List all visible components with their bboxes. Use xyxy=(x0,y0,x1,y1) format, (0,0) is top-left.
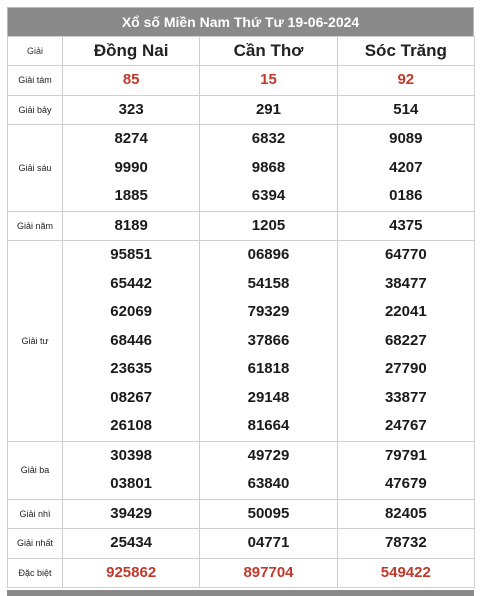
prize-label: Đặc biệt xyxy=(8,558,63,588)
prize-label: Giải sáu xyxy=(8,125,63,212)
result-number: 04771 xyxy=(247,534,290,551)
table-row xyxy=(8,241,475,442)
result-cell xyxy=(200,499,337,529)
result-cell xyxy=(63,66,200,96)
result-cell xyxy=(337,66,474,96)
result-number: 68227 xyxy=(384,331,427,349)
result-cell xyxy=(337,241,474,442)
table-row xyxy=(8,529,475,559)
result-cell xyxy=(337,211,474,241)
result-number: 15 xyxy=(260,71,277,88)
result-cell xyxy=(200,125,337,212)
result-cell xyxy=(200,558,337,588)
result-number: 9089 xyxy=(389,130,423,147)
table-row xyxy=(8,211,475,241)
prize-label: Giải nhì xyxy=(8,499,63,529)
result-number: 0186 xyxy=(389,187,423,204)
result-number: 68446 xyxy=(110,331,153,349)
result-number: 64770 xyxy=(384,246,427,263)
result-number: 37866 xyxy=(247,331,290,349)
table-row xyxy=(8,125,475,212)
header-province: Sóc Trăng xyxy=(337,37,474,66)
result-cell xyxy=(63,211,200,241)
result-cell xyxy=(200,211,337,241)
result-number: 78732 xyxy=(384,534,427,551)
result-number: 4375 xyxy=(389,216,423,234)
result-number: 49729 xyxy=(247,446,290,464)
result-number: 08267 xyxy=(110,388,153,406)
result-number: 79791 xyxy=(384,446,427,464)
result-number: 514 xyxy=(393,100,419,118)
result-cell xyxy=(337,441,474,499)
result-cell xyxy=(200,66,337,96)
result-cell xyxy=(337,558,474,588)
result-number: 63840 xyxy=(247,475,290,492)
result-number: 6394 xyxy=(251,187,286,204)
result-number: 291 xyxy=(255,100,281,118)
result-number: 9868 xyxy=(251,158,286,176)
result-cell xyxy=(200,241,337,442)
result-number: 23635 xyxy=(110,360,153,377)
result-number: 27790 xyxy=(384,360,427,377)
result-number: 549422 xyxy=(380,563,431,581)
result-number: 9990 xyxy=(114,158,148,176)
result-number: 54158 xyxy=(247,274,290,292)
result-number: 26108 xyxy=(110,417,153,434)
footer-bar xyxy=(7,590,474,596)
result-number: 33877 xyxy=(384,388,427,406)
result-number: 95851 xyxy=(110,246,153,263)
result-number: 30398 xyxy=(110,446,153,464)
result-number: 24767 xyxy=(384,417,427,434)
result-cell xyxy=(200,95,337,125)
header-prize-label: Giải xyxy=(8,37,63,66)
table-row xyxy=(8,95,475,125)
results-panel xyxy=(7,7,474,596)
result-number: 925862 xyxy=(106,563,157,581)
result-number: 323 xyxy=(118,100,144,118)
result-number: 62069 xyxy=(110,303,153,320)
result-number: 8274 xyxy=(114,130,148,147)
result-cell xyxy=(337,95,474,125)
prize-label: Giải bảy xyxy=(8,95,63,125)
result-number: 06896 xyxy=(247,246,290,263)
prize-label: Giải năm xyxy=(8,211,63,241)
result-cell xyxy=(63,125,200,212)
result-number: 6832 xyxy=(251,130,286,147)
table-row xyxy=(8,441,475,499)
result-number: 1885 xyxy=(114,187,148,204)
result-cell xyxy=(200,529,337,559)
result-cell xyxy=(63,241,200,442)
result-number: 22041 xyxy=(384,303,427,320)
prize-label: Giải nhất xyxy=(8,529,63,559)
header-province: Đồng Nai xyxy=(63,37,200,66)
result-number: 39429 xyxy=(110,504,153,522)
result-cell xyxy=(63,95,200,125)
result-cell xyxy=(63,499,200,529)
result-number: 25434 xyxy=(110,534,153,551)
prize-label: Giải tám xyxy=(8,66,63,96)
table-header-row xyxy=(8,37,475,66)
result-number: 50095 xyxy=(247,504,290,522)
header-province: Cần Thơ xyxy=(200,37,337,66)
result-number: 79329 xyxy=(247,303,290,320)
result-number: 1205 xyxy=(251,216,286,234)
result-number: 61818 xyxy=(247,360,290,377)
table-row xyxy=(8,66,475,96)
result-number: 65442 xyxy=(110,274,153,292)
result-number: 38477 xyxy=(384,274,427,292)
result-cell xyxy=(63,441,200,499)
result-cell xyxy=(337,529,474,559)
result-cell xyxy=(337,499,474,529)
result-number: 8189 xyxy=(114,216,148,234)
table-row xyxy=(8,558,475,588)
result-number: 29148 xyxy=(247,388,290,406)
result-number: 4207 xyxy=(389,158,423,176)
result-number: 92 xyxy=(397,71,415,88)
result-number: 897704 xyxy=(243,563,294,581)
result-number: 81664 xyxy=(247,417,290,434)
result-cell xyxy=(63,558,200,588)
result-number: 47679 xyxy=(384,475,427,492)
results-body xyxy=(8,66,475,588)
table-row xyxy=(8,499,475,529)
page-title: Xổ số Miền Nam Thứ Tư 19-06-2024 xyxy=(7,7,474,36)
prize-label: Giải ba xyxy=(8,441,63,499)
result-cell xyxy=(63,529,200,559)
results-table xyxy=(7,36,475,588)
result-cell xyxy=(337,125,474,212)
result-number: 82405 xyxy=(384,504,427,522)
result-cell xyxy=(200,441,337,499)
prize-label: Giải tư xyxy=(8,241,63,442)
result-number: 03801 xyxy=(110,475,153,492)
result-number: 85 xyxy=(122,71,140,88)
